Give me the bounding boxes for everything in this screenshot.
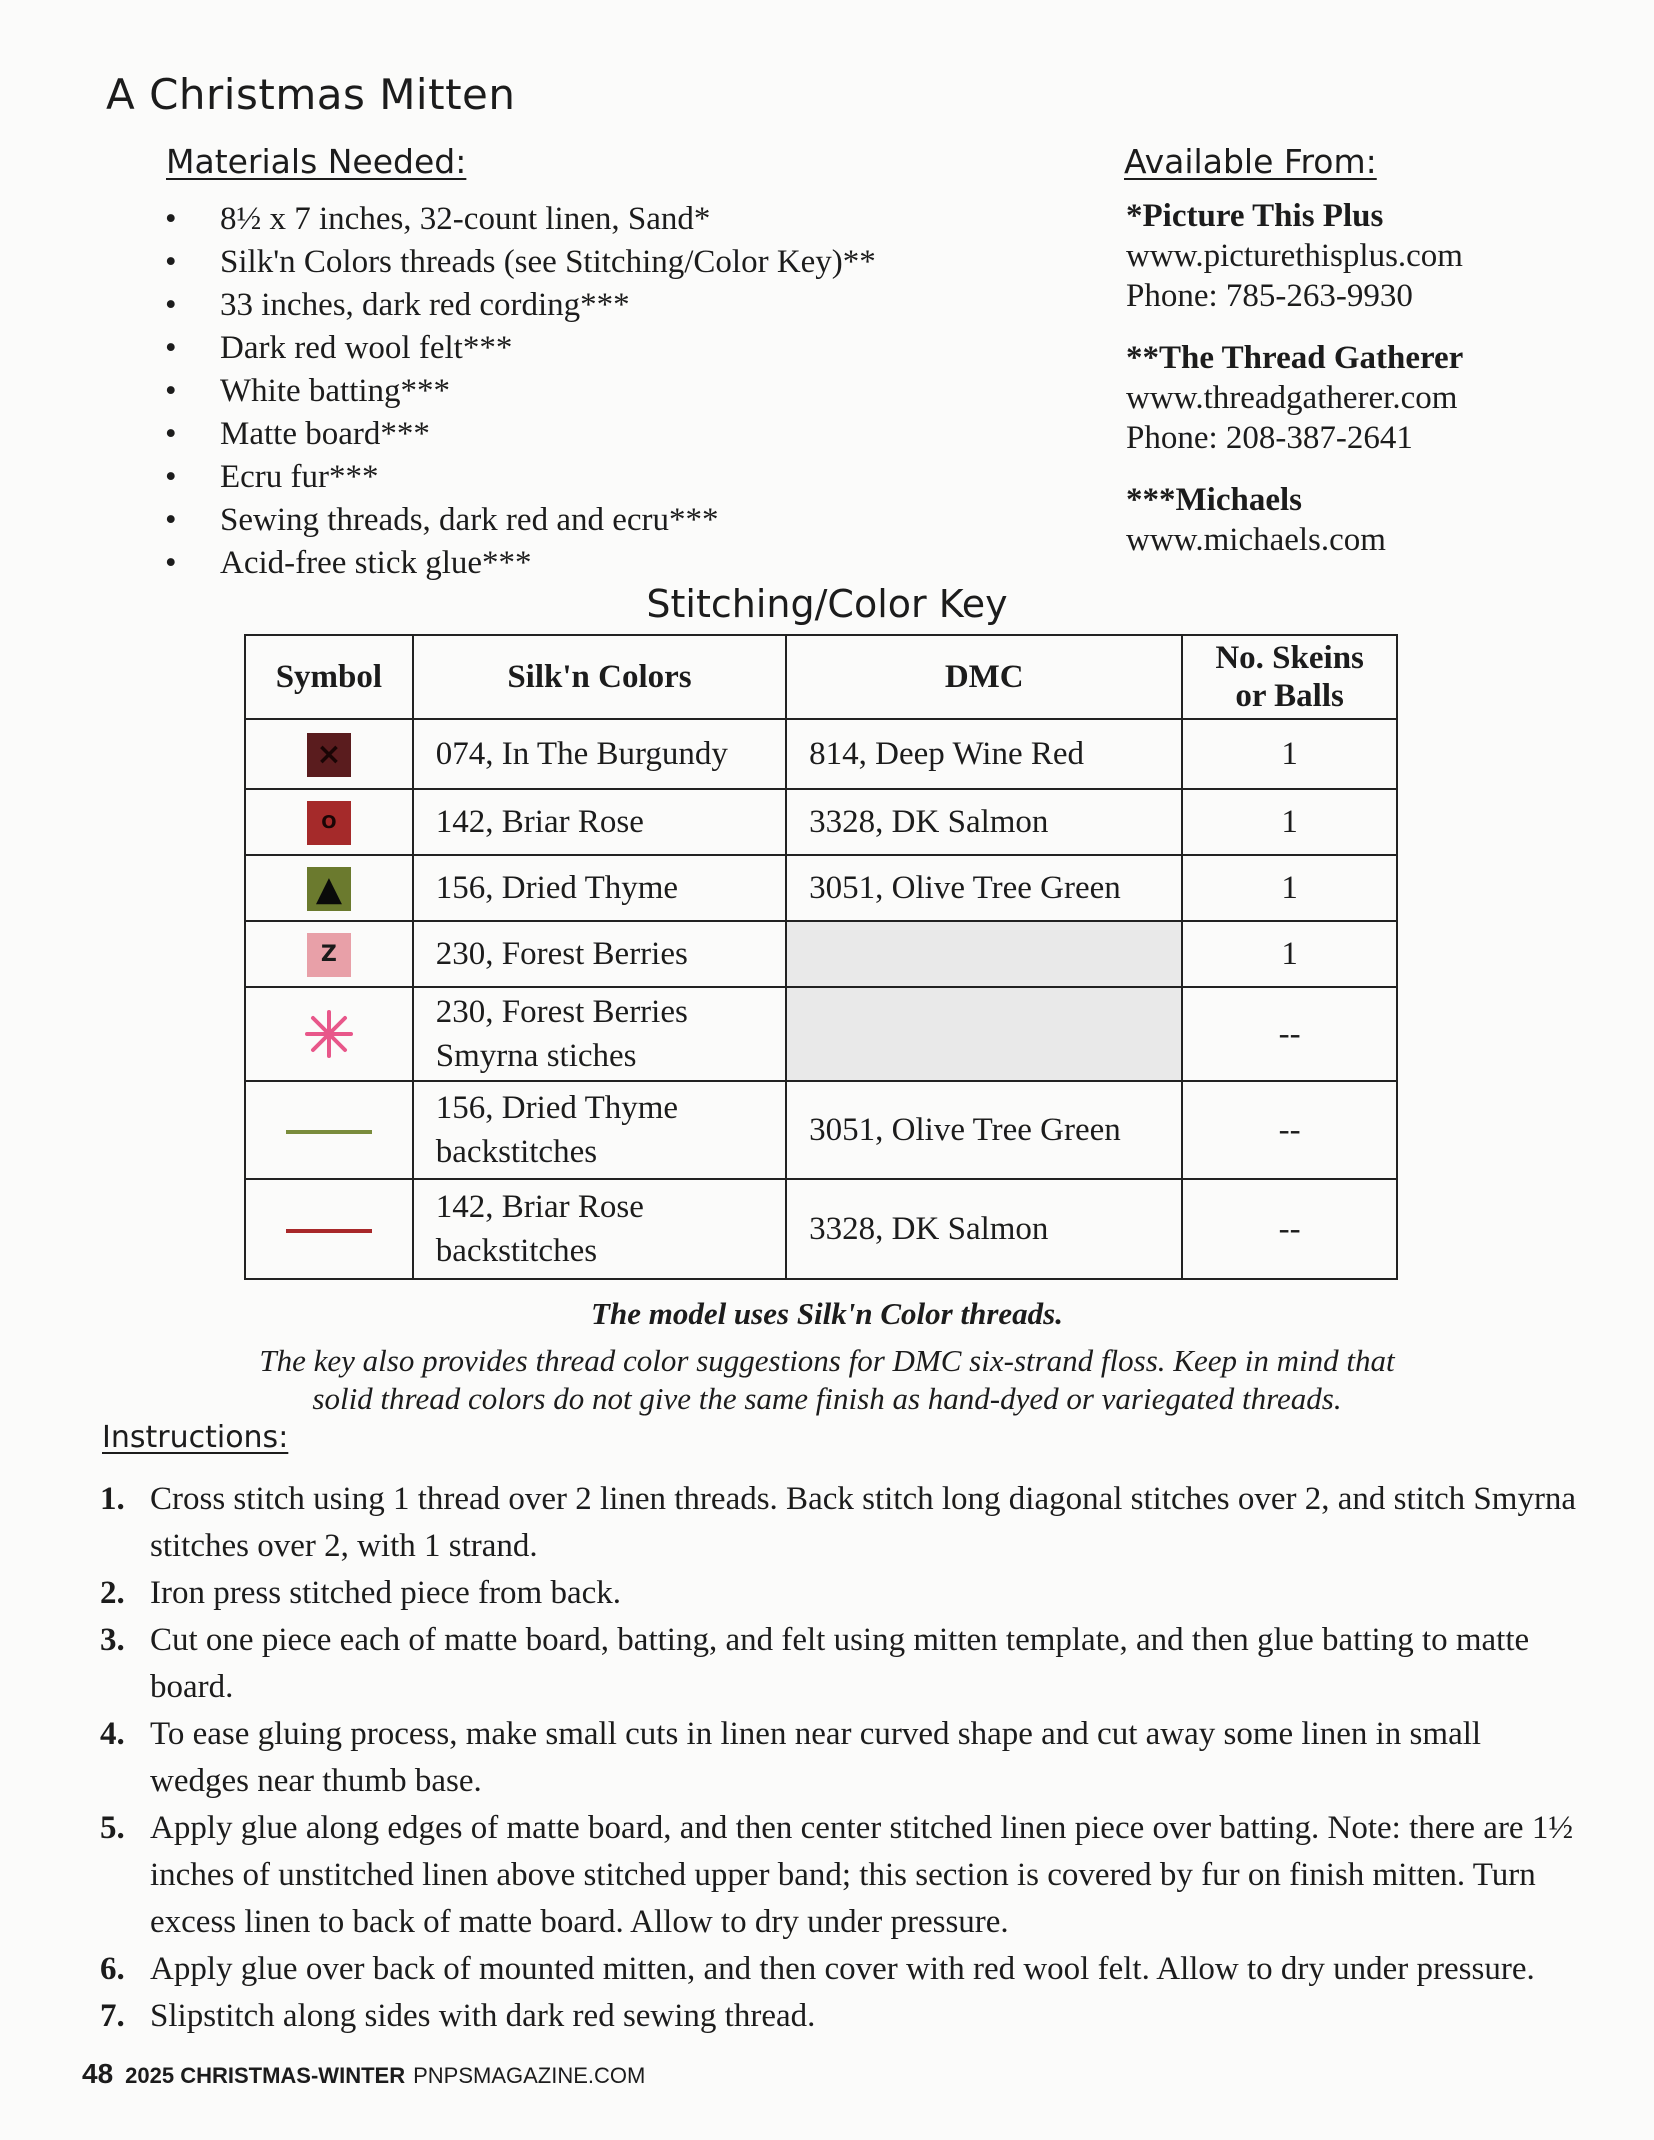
silk-cell [413, 1081, 786, 1179]
count-cell: 1 [1182, 789, 1397, 855]
dmc-cell: 3051, Olive Tree Green [786, 855, 1182, 921]
z-symbol-icon: Z [307, 933, 351, 977]
instruction-step: 2. Iron press stitched piece from back. [100, 1575, 621, 1611]
silk-cell: 156, Dried Thyme [413, 855, 786, 921]
vendor-name: *Picture This Plus [1126, 198, 1384, 234]
silk-color-name: 156, Dried Thyme [435, 1090, 679, 1126]
dmc-cell: 3328, DK Salmon [786, 1179, 1182, 1279]
list-item: • Acid-free stick glue*** [165, 545, 532, 581]
vendor-picture-this-plus [1126, 196, 1463, 316]
header-silk-colors: Silk'n Colors [413, 635, 786, 719]
header-symbol: Symbol [245, 635, 413, 719]
list-item: • Dark red wool felt*** [165, 330, 513, 366]
symbol-cell [245, 719, 413, 789]
silk-color-name: 230, Forest Berries [435, 994, 688, 1030]
dmc-cell [786, 921, 1182, 987]
page-footer [82, 2058, 645, 2090]
symbol-cell [245, 921, 413, 987]
count-cell: 1 [1182, 719, 1397, 789]
instructions-heading: Instructions: [102, 1420, 289, 1455]
symbol-cell [245, 1179, 413, 1279]
color-key-title: Stitching/Color Key [646, 582, 1008, 626]
instructions-list [100, 1476, 1580, 2040]
vendor-thread-gatherer [1126, 338, 1463, 458]
stitch-type: backstitches [435, 1134, 598, 1170]
count-cell: 1 [1182, 921, 1397, 987]
vendor-url: www.threadgatherer.com [1126, 380, 1458, 416]
instruction-step: 1. Cross stitch using 1 thread over 2 linen threads. Back stitch long diagonal stitches over 2, and stitch Smyrna stitches over 2, with 1 strand. [100, 1481, 1577, 1564]
red-backstitch-line-icon [284, 1226, 374, 1236]
table-row [245, 789, 1397, 855]
header-dmc: DMC [786, 635, 1182, 719]
page-title: A Christmas Mitten [106, 70, 516, 119]
table-row [245, 987, 1397, 1081]
symbol-cell [245, 855, 413, 921]
dmc-cell [786, 987, 1182, 1081]
instruction-step: 6. Apply glue over back of mounted mitten, and then cover with red wool felt. Allow to dry under pressure. [100, 1951, 1535, 1987]
list-item: • Sewing threads, dark red and ecru*** [165, 502, 719, 538]
list-item: • Silk'n Colors threads (see Stitching/Color Key)** [165, 244, 876, 280]
table-row [245, 719, 1397, 789]
circle-symbol-icon: O [307, 801, 351, 845]
smyrna-star-icon [303, 1008, 355, 1060]
stitch-type: backstitches [435, 1233, 598, 1269]
list-item: • White batting*** [165, 373, 451, 409]
vendor-phone: Phone: 208-387-2641 [1126, 420, 1413, 456]
vendor-list [1126, 196, 1463, 582]
dmc-cell: 814, Deep Wine Red [786, 719, 1182, 789]
materials-heading: Materials Needed: [166, 142, 467, 181]
page-number: 48 [82, 2058, 114, 2089]
dmc-cell: 3328, DK Salmon [786, 789, 1182, 855]
green-backstitch-line-icon [284, 1127, 374, 1137]
symbol-cell [245, 789, 413, 855]
issue-label: 2025 CHRISTMAS-WINTER [125, 2063, 406, 2088]
model-note: The model uses Silk'n Color threads. [591, 1296, 1063, 1331]
count-cell: -- [1182, 1179, 1397, 1279]
header-skeins: No. Skeins or Balls [1182, 635, 1397, 719]
vendor-name: **The Thread Gatherer [1126, 340, 1464, 376]
count-cell: -- [1182, 1081, 1397, 1179]
color-key-table [244, 634, 1398, 1280]
table-header-row [245, 635, 1397, 719]
table-row [245, 921, 1397, 987]
instruction-step: 7. Slipstitch along sides with dark red sewing thread. [100, 1998, 816, 2034]
list-item: • Ecru fur*** [165, 459, 379, 495]
stitch-type: Smyrna stiches [435, 1038, 637, 1074]
silk-cell: 230, Forest Berries [413, 921, 786, 987]
silk-cell [413, 987, 786, 1081]
instruction-step: 4. To ease gluing process, make small cuts in linen near curved shape and cut away some linen in small wedges near thumb base. [100, 1716, 1482, 1799]
list-item: • Matte board*** [165, 416, 430, 452]
list-item: • 33 inches, dark red cording*** [165, 287, 630, 323]
vendor-phone: Phone: 785-263-9930 [1126, 278, 1413, 314]
list-item: • 8½ x 7 inches, 32-count linen, Sand* [165, 201, 711, 237]
dmc-cell: 3051, Olive Tree Green [786, 1081, 1182, 1179]
silk-cell [413, 1179, 786, 1279]
silk-cell: 142, Briar Rose [413, 789, 786, 855]
symbol-cell [245, 987, 413, 1081]
table-row [245, 1081, 1397, 1179]
count-cell: 1 [1182, 855, 1397, 921]
instruction-step: 5. Apply glue along edges of matte board, and then center stitched linen piece over batting. Note: there are 1½ inches of unstitched linen above stitched upper band; this section is covered by fur on finish mitten. Turn excess linen to back of matte board. Allow to dry under pressure. [100, 1810, 1574, 1940]
vendor-michaels [1126, 480, 1463, 560]
silk-color-name: 142, Briar Rose [435, 1189, 644, 1225]
site-label: PNPSMAGAZINE.COM [413, 2063, 646, 2088]
cross-symbol-icon: × [307, 733, 351, 777]
symbol-cell [245, 1081, 413, 1179]
table-row [245, 1179, 1397, 1279]
materials-list [160, 198, 876, 585]
table-row [245, 855, 1397, 921]
available-heading: Available From: [1124, 142, 1377, 181]
vendor-url: www.michaels.com [1126, 522, 1386, 558]
instruction-step: 3. Cut one piece each of matte board, batting, and felt using mitten template, and then glue batting to matte board. [100, 1622, 1530, 1705]
vendor-name: ***Michaels [1126, 482, 1302, 518]
silk-cell: 074, In The Burgundy [413, 719, 786, 789]
triangle-symbol-icon: ▲ [307, 867, 351, 911]
vendor-url: www.picturethisplus.com [1126, 238, 1463, 274]
count-cell: -- [1182, 987, 1397, 1081]
key-note: The key also provides thread color suggestions for DMC six-strand floss. Keep in mind that solid thread colors do not give the same finish as hand-dyed or variegated threads. [259, 1343, 1395, 1416]
